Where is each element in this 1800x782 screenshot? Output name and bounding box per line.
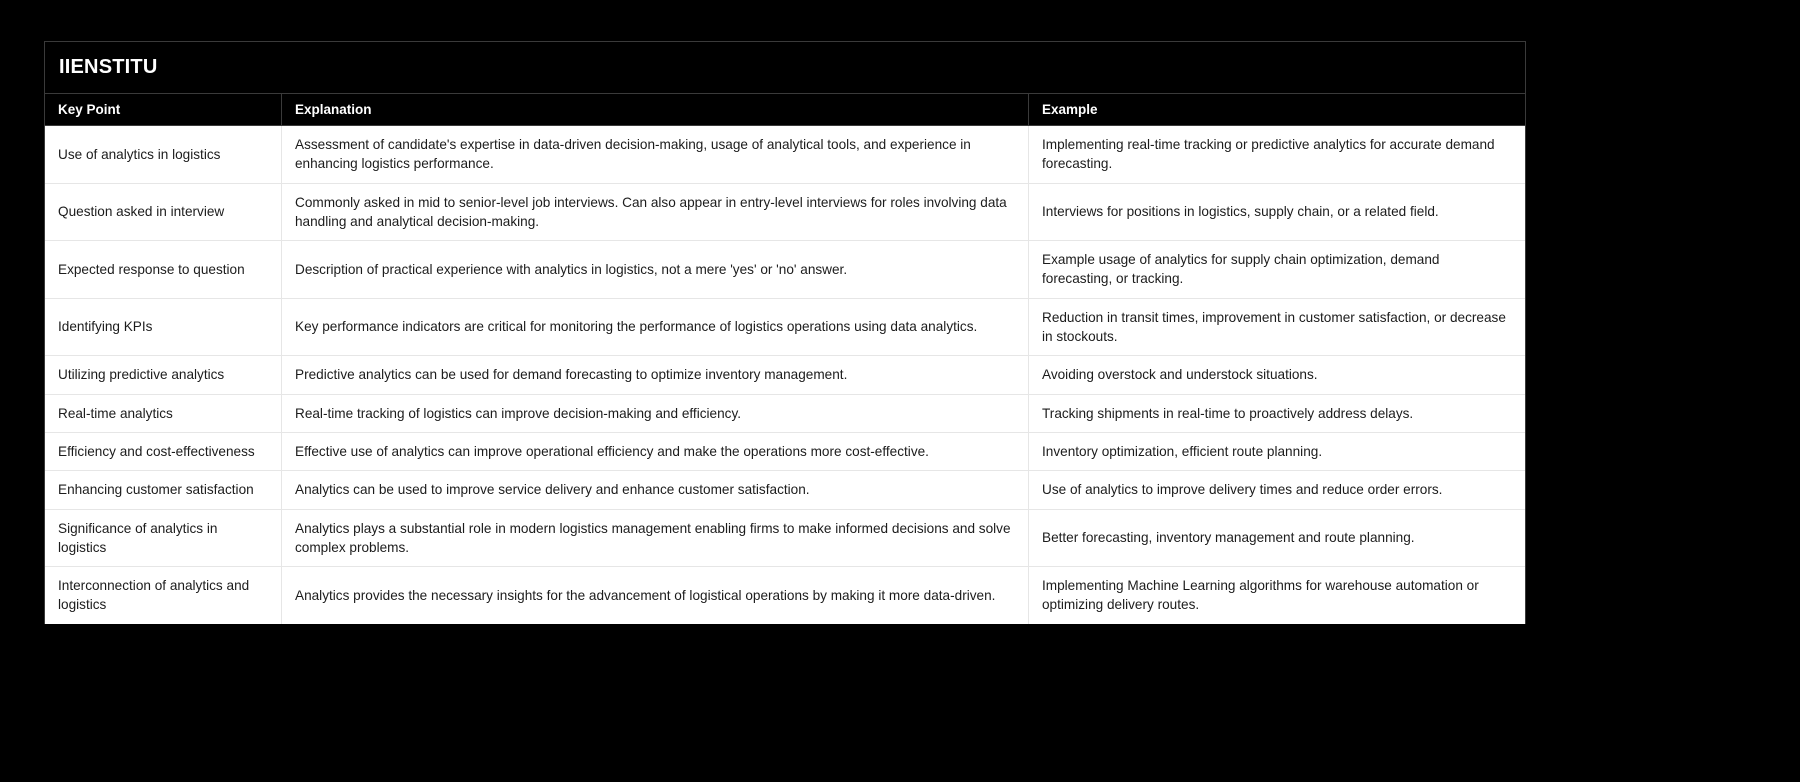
cell-key-point [45,356,282,393]
cell-example-text: Implementing real-time tracking or predictive analytics for accurate demand forecasting. [1042,137,1495,172]
cell-example-text: Avoiding overstock and understock situations. [1042,367,1318,383]
cell-example-text: Use of analytics to improve delivery times and reduce order errors. [1042,482,1443,498]
cell-key-point [45,395,282,432]
table-body [45,126,1525,624]
cell-explanation [282,299,1029,356]
cell-example-text: Inventory optimization, efficient route planning. [1042,443,1323,459]
cell-explanation [282,567,1029,624]
cell-key-point-text: Utilizing predictive analytics [58,367,225,383]
cell-explanation-text: Key performance indicators are critical for monitoring the performance of logistics operations using data analytics. [295,319,978,335]
table-row [45,433,1525,471]
cell-key-point-text: Efficiency and cost-effectiveness [58,443,255,459]
cell-explanation [282,433,1029,470]
cell-key-point [45,433,282,470]
cell-example [1029,126,1525,183]
cell-example [1029,395,1525,432]
cell-example-text: Example usage of analytics for supply chain optimization, demand forecasting, or tracking. [1042,252,1440,287]
cell-explanation [282,126,1029,183]
table-header-row [45,94,1525,126]
column-header-key-point: Key Point [45,94,282,125]
cell-key-point-text: Use of analytics in logistics [58,146,221,162]
cell-key-point-text: Enhancing customer satisfaction [58,482,254,498]
cell-key-point [45,126,282,183]
cell-example [1029,567,1525,624]
cell-key-point [45,567,282,624]
cell-example [1029,356,1525,393]
brand-bar [45,42,1525,94]
cell-example [1029,433,1525,470]
table-row [45,184,1525,242]
cell-example-text: Tracking shipments in real-time to proactively address delays. [1042,405,1414,421]
table-row [45,241,1525,299]
cell-example [1029,241,1525,298]
table-row [45,471,1525,509]
cell-explanation-text: Analytics provides the necessary insights for the advancement of logistical operations by making it more data-driven. [295,587,996,603]
cell-explanation-text: Predictive analytics can be used for demand forecasting to optimize inventory management. [295,367,848,383]
cell-explanation-text: Assessment of candidate's expertise in data-driven decision-making, usage of analytical tools, and experience in enhancing logistics performance. [295,137,971,172]
cell-example-text: Reduction in transit times, improvement in customer satisfaction, or decrease in stockouts. [1042,309,1506,345]
cell-example [1029,184,1525,241]
cell-explanation-text: Commonly asked in mid to senior-level job interviews. Can also appear in entry-level interviews for roles involving data handling and analytical decision-making. [295,194,1007,229]
cell-explanation [282,471,1029,508]
cell-explanation [282,395,1029,432]
cell-explanation-text: Real-time tracking of logistics can improve decision-making and efficiency. [295,405,742,421]
cell-key-point [45,184,282,241]
cell-example [1029,299,1525,356]
cell-example [1029,510,1525,567]
cell-explanation [282,241,1029,298]
cell-example-text: Better forecasting, inventory management and route planning. [1042,530,1415,546]
table-row [45,510,1525,568]
cell-explanation-text: Effective use of analytics can improve operational efficiency and make the operations more cost-effective. [295,443,929,459]
table-row [45,299,1525,357]
table-row [45,567,1525,624]
table-row [45,126,1525,184]
cell-example-text: Implementing Machine Learning algorithms for warehouse automation or optimizing delivery routes. [1042,578,1479,613]
cell-explanation-text: Analytics plays a substantial role in modern logistics management enabling firms to make informed decisions and solve complex problems. [295,520,1011,555]
cell-key-point [45,510,282,567]
cell-example [1029,471,1525,508]
table-card [44,41,1526,624]
cell-key-point [45,471,282,508]
cell-key-point [45,299,282,356]
cell-key-point-text: Identifying KPIs [58,319,153,335]
table-row [45,395,1525,433]
cell-explanation [282,184,1029,241]
cell-explanation [282,510,1029,567]
cell-key-point-text: Significance of analytics in logistics [58,520,218,555]
cell-key-point-text: Expected response to question [58,261,245,277]
cell-key-point-text: Real-time analytics [58,405,173,421]
table-row [45,356,1525,394]
cell-key-point-text: Interconnection of analytics and logistics [58,578,250,613]
cell-key-point [45,241,282,298]
cell-explanation [282,356,1029,393]
cell-explanation-text: Description of practical experience with analytics in logistics, not a mere 'yes' or 'no' answer. [295,261,848,277]
column-header-example: Example [1042,102,1098,117]
cell-key-point-text: Question asked in interview [58,204,225,220]
cell-explanation-text: Analytics can be used to improve service delivery and enhance customer satisfaction. [295,482,810,498]
cell-example-text: Interviews for positions in logistics, supply chain, or a related field. [1042,204,1439,220]
column-header-explanation: Explanation [282,94,1029,125]
brand-title: IIENSTITU [59,56,158,78]
